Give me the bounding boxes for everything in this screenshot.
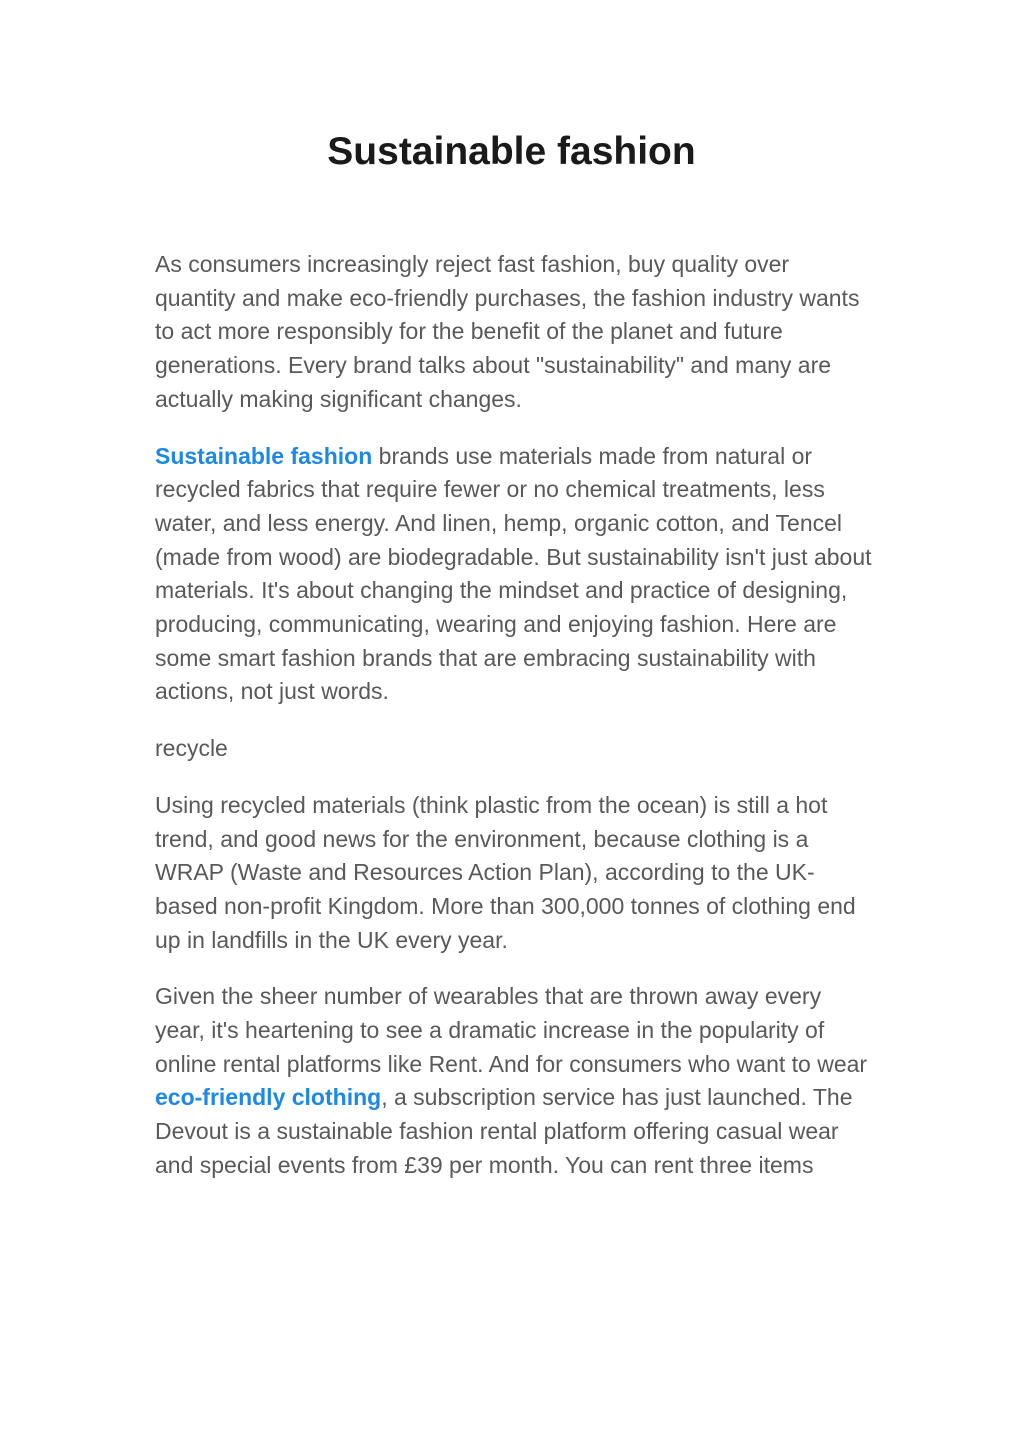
paragraph-rental-text-before: Given the sheer number of wearables that are thrown away every year, it's heartening to see a dramatic increase in the popularity of online rental platforms like Rent. And for consumers who want to wear xyxy=(155,983,868,1077)
paragraph-materials-text: brands use materials made from natural or recycled fabrics that require fewer or no chemical treatments, less water, and less energy. And linen, hemp, organic cotton, and Tencel (made from wood) are biodegradable. But sustainability isn't just about materials. It's about changing the mindset and practice of designing, producing, communicating, wearing and enjoying fashion. Here are some smart fashion brands that are embracing sustainability with actions, not just words. xyxy=(155,442,872,705)
page-title: Sustainable fashion xyxy=(327,130,696,173)
paragraph-rental xyxy=(155,980,875,1182)
article-body xyxy=(155,248,875,1206)
paragraph-rental-text-after: , a subscription service has just launched. The Devout is a sustainable fashion rental platform offering casual wear and special events from £39 per month. You can rent three items xyxy=(155,1084,853,1178)
paragraph-materials xyxy=(155,440,875,710)
sustainable-fashion-link[interactable]: Sustainable fashion xyxy=(155,442,373,469)
paragraph-recycled-materials: Using recycled materials (think plastic from the ocean) is still a hot trend, and good news for the environment, because clothing is a WRAP (Waste and Resources Action Plan), according to the UK-based non-profit Kingdom. More than 300,000 tonnes of clothing end up in landfills in the UK every year. xyxy=(155,791,856,953)
eco-friendly-clothing-link[interactable]: eco-friendly clothing xyxy=(155,1084,382,1111)
paragraph-intro: As consumers increasingly reject fast fashion, buy quality over quantity and make eco-friendly purchases, the fashion industry wants to act more responsibly for the benefit of the planet and future generations. Every brand talks about "sustainability" and many are actually making significant changes. xyxy=(155,251,860,412)
section-heading-recycle: recycle xyxy=(155,735,228,762)
